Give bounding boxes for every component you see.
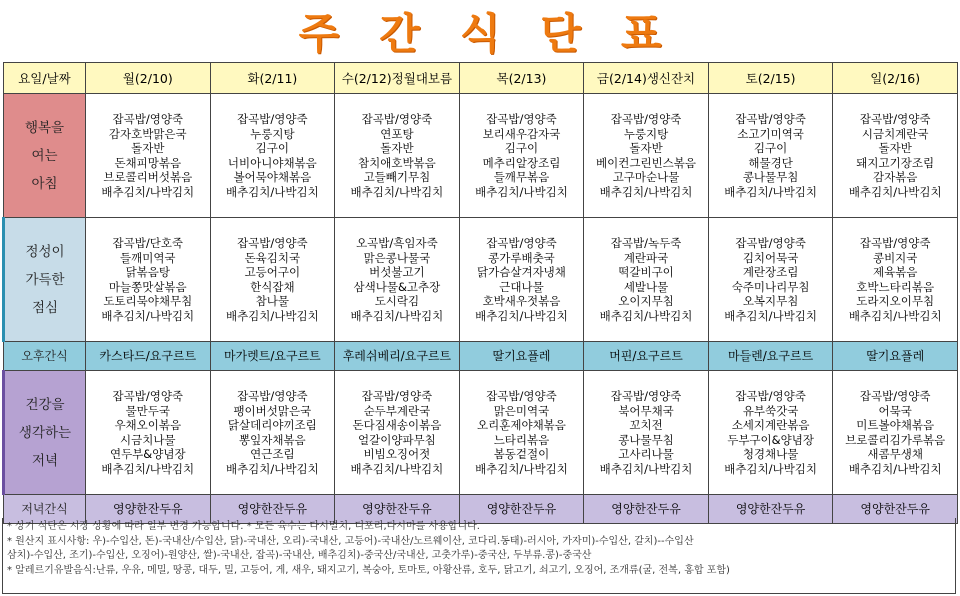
note-line: * 원산지 표시사항: 우)-수입산, 돈)-국내산/수입산, 닭)-국내산, 오리)-국내산, 고등어)-국내산/노르웨이산, 코다리.동태)-러시아, 가자미)-수입산, 갈치)--수입산 — [7, 535, 694, 547]
menu-item: 우채오이볶음 — [114, 418, 182, 432]
snack-cell: 마가렛트/요구르트 — [210, 342, 335, 371]
evsnack-cell: 영양한잔두유 — [335, 495, 460, 524]
menu-item: 잡곡밥/영양죽 — [112, 112, 184, 126]
menu-item: 순두부계란국 — [363, 403, 431, 418]
menu-item: 메추리알장조림 — [482, 155, 561, 170]
header-row — [4, 63, 958, 94]
menu-item: 꼬치전 — [629, 418, 663, 432]
menu-item: 떡갈비구이 — [618, 265, 674, 279]
dinner-cell — [833, 371, 958, 495]
lunch-cell — [708, 218, 833, 342]
menu-item: 잡곡밥/영양죽 — [237, 236, 308, 250]
menu-item: 잡곡밥/녹두죽 — [610, 236, 682, 250]
menu-item: 연두부&양념장 — [109, 447, 186, 461]
menu-item: 배추김치/나박김치 — [350, 184, 444, 199]
menu-item: 닭살데리야끼조림 — [227, 418, 317, 432]
menu-item: 콩나물무침 — [742, 170, 799, 184]
menu-item: 누룽지탕 — [623, 126, 669, 141]
label-line: 정성이 — [25, 243, 65, 260]
note-line: 삼치)-수입산, 조기)-수입산, 오징어)-원양산, 쌀)-국내산, 잡곡)-국내산, 배추김치)-중국산/국내산, 고춧가루)-중국산, 두부류.콩)-중국산 — [7, 550, 592, 561]
menu-item: 배추김치/나박김치 — [724, 461, 817, 476]
menu-item: 잡곡밥/영양죽 — [735, 112, 806, 126]
menu-item: 잡곡밥/영양죽 — [237, 389, 308, 403]
menu-item: 잡곡밥/영양죽 — [361, 389, 433, 403]
menu-item: 콩나물무침 — [618, 432, 674, 447]
note-line: * 알레르기유발음식:난류, 우유, 메밀, 땅콩, 대두, 밀, 고등어, 게, 새우, 돼지고기, 복숭아, 토마토, 아황산류, 호두, 닭고기, 쇠고기, 오징어, 조개류(굴, 전복, 홍합 포함) — [7, 564, 730, 576]
evsnack-cell: 영양한잔두유 — [86, 495, 211, 524]
menu-item: 근대나물 — [499, 279, 544, 294]
page-title-text: 주간식단표 — [298, 9, 702, 58]
lunch-label — [4, 218, 86, 342]
dinner-row — [4, 371, 958, 495]
menu-item: 들깨무볶음 — [493, 170, 550, 184]
menu-item: 돌자반 — [131, 141, 165, 155]
header-day: 일(2/16) — [833, 63, 958, 94]
label-line: 건강을 — [25, 396, 65, 413]
snack-cell: 후레쉬베리/요구르트 — [335, 342, 460, 371]
menu-item: 얼갈이양파무침 — [358, 432, 436, 447]
breakfast-cell — [210, 94, 335, 218]
evsnack-label: 저녁간식 — [4, 495, 86, 524]
menu-item: 콩가루배춧국 — [488, 250, 555, 265]
lunch-cell — [584, 218, 709, 342]
breakfast-cell — [833, 94, 958, 218]
snack-label: 오후간식 — [4, 342, 86, 371]
menu-item: 돈채피망볶음 — [114, 155, 182, 170]
label-line: 여는 — [31, 147, 58, 164]
menu-item: 감자호박맑은국 — [108, 126, 187, 141]
menu-item: 고사리나물 — [618, 447, 674, 461]
snack-cell: 머핀/요구르트 — [584, 342, 709, 371]
menu-item: 마늘쫑맛살볶음 — [108, 279, 187, 294]
breakfast-cell — [708, 94, 833, 218]
menu-item: 돌자반 — [629, 141, 663, 155]
menu-item: 연근조림 — [250, 447, 295, 461]
lunch-cell — [335, 218, 460, 342]
menu-item: 북어무채국 — [618, 403, 674, 418]
menu-item: 돈다짐새송이볶음 — [352, 418, 442, 432]
menu-item: 배추김치/나박김치 — [599, 184, 693, 199]
menu-item: 배추김치/나박김치 — [225, 308, 319, 323]
menu-item: 잡곡밥/영양죽 — [486, 112, 557, 126]
dinner-cell — [459, 371, 584, 495]
breakfast-row — [4, 94, 958, 218]
breakfast-cell — [584, 94, 709, 218]
note-line: * 상기 식단은 시장 상황에 따라 일부 변경 가능합니다. * 모든 육수는 다시멸치, 디포리,다시마를 사용합니다. — [7, 521, 480, 532]
menu-item: 버섯불고기 — [369, 265, 425, 279]
menu-item: 볼어묵야채볶음 — [233, 170, 312, 184]
menu-item: 새콤무생채 — [867, 447, 923, 461]
dinner-cell — [708, 371, 833, 495]
menu-item: 세발나물 — [623, 279, 669, 294]
snack-row — [4, 342, 958, 371]
menu-item: 누룽지탕 — [250, 126, 295, 141]
menu-item: 잡곡밥/영양죽 — [486, 236, 557, 250]
menu-item: 배추김치/나박김치 — [848, 461, 942, 476]
breakfast-cell — [459, 94, 584, 218]
evsnack-cell: 영양한잔두유 — [584, 495, 709, 524]
menu-item: 배추김치/나박김치 — [724, 308, 817, 323]
menu-item: 소고기미역국 — [737, 126, 804, 141]
header-day: 금(2/14)생신잔치 — [584, 63, 709, 94]
menu-item: 제육볶음 — [872, 265, 918, 279]
dinner-cell — [335, 371, 460, 495]
snack-cell: 딸기요플레 — [459, 342, 584, 371]
menu-item: 돌자반 — [878, 141, 912, 155]
evsnack-cell: 영양한잔두유 — [708, 495, 833, 524]
header-day: 수(2/12)정월대보름 — [335, 63, 460, 94]
menu-item: 콩비지국 — [872, 250, 918, 265]
menu-item: 유부쑥갓국 — [742, 403, 799, 418]
menu-item: 잡곡밥/영양죽 — [735, 236, 806, 250]
menu-item: 잡곡밥/영양죽 — [859, 112, 931, 126]
label-line: 가득한 — [25, 271, 65, 288]
menu-item: 김구이 — [753, 141, 788, 155]
menu-item: 배추김치/나박김치 — [101, 308, 195, 323]
menu-item: 김구이 — [504, 141, 539, 155]
menu-item: 계란장조림 — [742, 265, 799, 279]
menu-item: 맑은콩나물국 — [363, 250, 431, 265]
evsnack-cell: 영양한잔두유 — [210, 495, 335, 524]
label-line: 점심 — [31, 299, 59, 316]
menu-item: 호박새우젓볶음 — [482, 294, 561, 308]
dinner-cell — [86, 371, 211, 495]
menu-item: 김치어묵국 — [742, 250, 799, 265]
menu-item: 도토리묵야채무침 — [103, 294, 193, 308]
menu-item: 배추김치/나박김치 — [848, 184, 942, 199]
menu-item: 오복지무침 — [742, 294, 799, 308]
header-day: 화(2/11) — [210, 63, 335, 94]
menu-item: 팽이버섯맑은국 — [233, 403, 312, 418]
menu-item: 어묵국 — [878, 403, 912, 418]
menu-item: 시금치계란국 — [861, 126, 929, 141]
menu-item: 호박느타리볶음 — [856, 279, 935, 294]
menu-item: 배추김치/나박김치 — [350, 461, 444, 476]
evsnack-cell: 영양한잔두유 — [833, 495, 958, 524]
header-day: 목(2/13) — [459, 63, 584, 94]
header-day: 토(2/15) — [708, 63, 833, 94]
menu-item: 소세지계란볶음 — [731, 418, 810, 432]
menu-item: 너비아니야채볶음 — [227, 155, 317, 170]
header-day: 월(2/10) — [86, 63, 211, 94]
menu-item: 브로콜리버섯볶음 — [103, 170, 193, 184]
weekly-menu-table — [2, 62, 958, 524]
menu-item: 배추김치/나박김치 — [848, 308, 942, 323]
menu-item: 들깨미역국 — [120, 250, 176, 265]
menu-item: 맑은미역국 — [493, 403, 550, 418]
menu-item: 잡곡밥/영양죽 — [486, 389, 557, 403]
menu-item: 닭가슴살겨자냉채 — [477, 265, 566, 279]
menu-item: 배추김치/나박김치 — [101, 461, 195, 476]
snack-cell: 카스타드/요구르트 — [86, 342, 211, 371]
menu-item: 잡곡밥/영양죽 — [610, 112, 682, 126]
menu-item: 비빔오징어젓 — [363, 447, 431, 461]
breakfast-label — [4, 94, 86, 218]
menu-item: 삼색나물&고추장 — [353, 279, 441, 294]
page-title — [0, 0, 960, 62]
menu-item: 청경채나물 — [742, 447, 799, 461]
menu-item: 돌자반 — [380, 141, 414, 155]
menu-item: 도시락김 — [374, 294, 420, 308]
dinner-label — [4, 371, 86, 495]
snack-cell: 딸기요플레 — [833, 342, 958, 371]
lunch-cell — [459, 218, 584, 342]
lunch-cell — [833, 218, 958, 342]
menu-item: 숙주미나리무침 — [731, 279, 810, 294]
menu-item: 오이지무침 — [618, 294, 674, 308]
notes — [2, 518, 956, 594]
menu-item: 배추김치/나박김치 — [350, 308, 444, 323]
menu-item: 뽕잎자채볶음 — [239, 432, 306, 447]
menu-item: 배추김치/나박김치 — [101, 184, 195, 199]
label-line: 생각하는 — [18, 424, 72, 441]
menu-item: 배추김치/나박김치 — [225, 461, 319, 476]
menu-item: 베이컨그린빈스볶음 — [596, 155, 697, 170]
menu-item: 봄동겉절이 — [493, 447, 550, 461]
menu-item: 김구이 — [255, 141, 289, 155]
menu-item: 잡곡밥/단호죽 — [112, 236, 184, 250]
label-line: 저녁 — [31, 452, 59, 469]
menu-item: 고등어구이 — [244, 265, 301, 279]
menu-item: 배추김치/나박김치 — [475, 184, 568, 199]
menu-item: 잡곡밥/영양죽 — [237, 112, 308, 126]
menu-item: 배추김치/나박김치 — [475, 461, 568, 476]
menu-item: 연포탕 — [380, 126, 414, 141]
lunch-row — [4, 218, 958, 342]
menu-item: 잡곡밥/영양죽 — [112, 389, 184, 403]
snack-cell: 마들렌/요구르트 — [708, 342, 833, 371]
menu-item: 잡곡밥/영양죽 — [859, 389, 931, 403]
menu-item: 한식잡채 — [250, 279, 295, 294]
menu-item: 고구마순나물 — [612, 170, 680, 184]
menu-item: 잡곡밥/영양죽 — [859, 236, 931, 250]
menu-item: 배추김치/나박김치 — [724, 184, 817, 199]
menu-item: 잡곡밥/영양죽 — [610, 389, 682, 403]
menu-item: 돈육김치국 — [244, 250, 301, 265]
menu-item: 미트볼야채볶음 — [856, 418, 935, 432]
menu-item: 보리새우감자국 — [482, 126, 561, 141]
menu-item: 오리훈제야채볶음 — [477, 418, 566, 432]
label-line: 행복을 — [24, 119, 65, 136]
menu-item: 물만두국 — [125, 403, 170, 418]
menu-item: 배추김치/나박김치 — [599, 461, 693, 476]
menu-item: 도라지오이무침 — [856, 294, 935, 308]
menu-item: 감자볶음 — [872, 170, 918, 184]
menu-item: 오곡밥/흑임자죽 — [356, 236, 438, 250]
menu-item: 느타리볶음 — [493, 432, 550, 447]
evsnack-cell: 영양한잔두유 — [459, 495, 584, 524]
menu-item: 돼지고기장조림 — [856, 155, 935, 170]
menu-item: 참나물 — [255, 294, 289, 308]
menu-item: 잡곡밥/영양죽 — [735, 389, 806, 403]
menu-item: 해물경단 — [748, 155, 793, 170]
dinner-cell — [584, 371, 709, 495]
header-corner: 요일/날짜 — [4, 63, 86, 94]
menu-item: 두부구이&양념장 — [727, 432, 814, 447]
menu-item: 잡곡밥/영양죽 — [361, 112, 433, 126]
dinner-cell — [210, 371, 335, 495]
menu-item: 참치애호박볶음 — [358, 155, 436, 170]
menu-item: 고들빼기무침 — [363, 170, 431, 184]
menu-item: 계란파국 — [623, 250, 669, 265]
menu-item: 배추김치/나박김치 — [225, 184, 319, 199]
lunch-cell — [210, 218, 335, 342]
label-line: 아침 — [31, 175, 58, 192]
lunch-cell — [86, 218, 211, 342]
menu-item: 닭볶음탕 — [125, 265, 170, 279]
menu-item: 시금치나물 — [120, 432, 176, 447]
breakfast-cell — [86, 94, 211, 218]
menu-item: 배추김치/나박김치 — [475, 308, 568, 323]
menu-item: 브로콜리김가루볶음 — [845, 432, 946, 447]
menu-item: 배추김치/나박김치 — [599, 308, 693, 323]
breakfast-cell — [335, 94, 460, 218]
